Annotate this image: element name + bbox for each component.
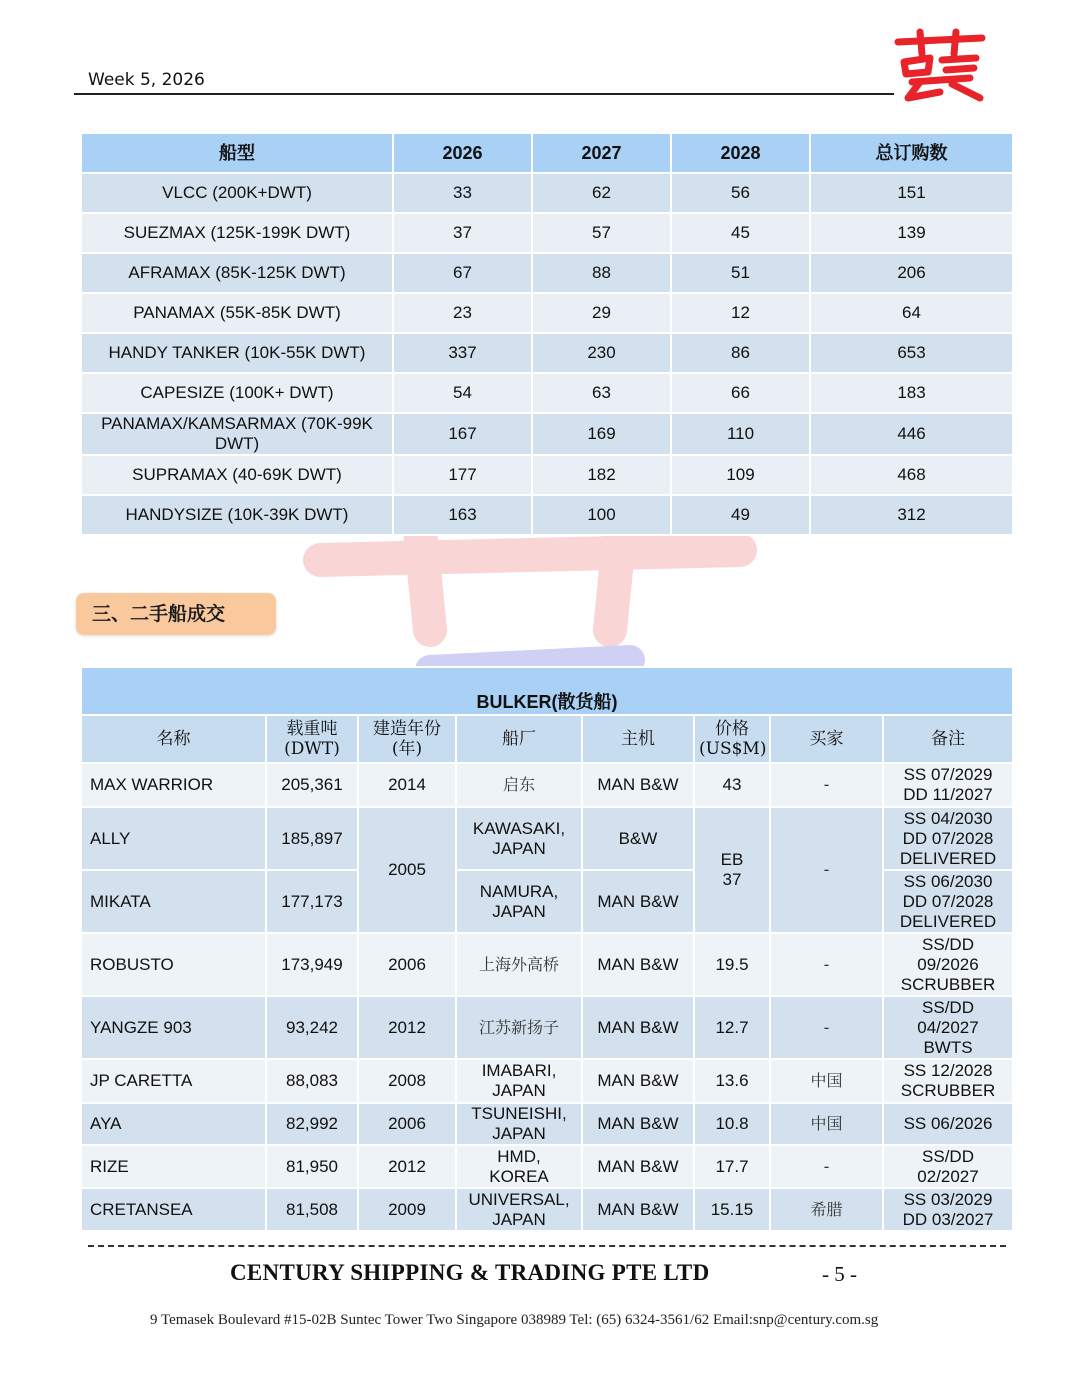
buyer-cell: 中国 — [770, 1059, 883, 1103]
remark-cell: SS/DD 02/2027 — [883, 1145, 1013, 1188]
table-row — [81, 1145, 1013, 1188]
price-cell: 12.7 — [694, 996, 770, 1059]
engine-cell: MAN B&W — [582, 1145, 694, 1188]
ship-type-cell: CAPESIZE (100K+ DWT) — [81, 373, 393, 413]
value-cell: 182 — [532, 455, 671, 495]
yard-cell: 江苏新扬子 — [456, 996, 582, 1059]
buyer-cell: - — [770, 996, 883, 1059]
value-cell: 23 — [393, 293, 532, 333]
price-cell: 15.15 — [694, 1188, 770, 1231]
total-cell: 183 — [810, 373, 1013, 413]
value-cell: 230 — [532, 333, 671, 373]
dwt-cell: 205,361 — [266, 763, 358, 807]
bulker-sales-table — [80, 666, 1014, 1232]
col-header-engine: 主机 — [582, 715, 694, 763]
remark-cell: SS 03/2029 DD 03/2027 — [883, 1188, 1013, 1231]
price-cell: 13.6 — [694, 1059, 770, 1103]
orderbook-header-row — [81, 133, 1013, 173]
buyer-cell: - — [770, 763, 883, 807]
section-heading-secondhand: 三、二手船成交 — [76, 593, 276, 635]
remark-cell: SS 04/2030 DD 07/2028 DELIVERED — [883, 807, 1013, 870]
year-cell: 2014 — [358, 763, 456, 807]
value-cell: 12 — [671, 293, 810, 333]
col-header-price: 价格 (US$M) — [694, 715, 770, 763]
col-header-yard: 船厂 — [456, 715, 582, 763]
value-cell: 109 — [671, 455, 810, 495]
remark-cell: SS 06/2026 — [883, 1103, 1013, 1145]
engine-cell: MAN B&W — [582, 996, 694, 1059]
value-cell: 66 — [671, 373, 810, 413]
company-logo-icon — [890, 28, 990, 102]
table-row — [81, 807, 1013, 870]
table-row — [81, 253, 1013, 293]
price-cell: 17.7 — [694, 1145, 770, 1188]
price-cell: EB 37 — [694, 807, 770, 933]
dwt-cell: 93,242 — [266, 996, 358, 1059]
dwt-cell: 177,173 — [266, 870, 358, 933]
dwt-cell: 82,992 — [266, 1103, 358, 1145]
table-row — [81, 333, 1013, 373]
buyer-cell: 希腊 — [770, 1188, 883, 1231]
remark-cell: SS 07/2029 DD 11/2027 — [883, 763, 1013, 807]
buyer-cell: - — [770, 807, 883, 933]
table-row — [81, 413, 1013, 455]
dwt-cell: 88,083 — [266, 1059, 358, 1103]
price-cell: 10.8 — [694, 1103, 770, 1145]
year-cell: 2006 — [358, 1103, 456, 1145]
engine-cell: MAN B&W — [582, 1103, 694, 1145]
total-cell: 446 — [810, 413, 1013, 455]
table-row — [81, 996, 1013, 1059]
yard-cell: TSUNEISHI, JAPAN — [456, 1103, 582, 1145]
value-cell: 62 — [532, 173, 671, 213]
year-cell: 2005 — [358, 807, 456, 933]
dwt-cell: 81,508 — [266, 1188, 358, 1231]
value-cell: 51 — [671, 253, 810, 293]
col-header-dwt: 载重吨 (DWT) — [266, 715, 358, 763]
buyer-cell: - — [770, 933, 883, 996]
yard-cell: KAWASAKI, JAPAN — [456, 807, 582, 870]
bulker-title: BULKER(散货船) — [81, 667, 1013, 715]
engine-cell: B&W — [582, 807, 694, 870]
remark-cell: SS 12/2028 SCRUBBER — [883, 1059, 1013, 1103]
dwt-cell: 81,950 — [266, 1145, 358, 1188]
remark-cell: SS 06/2030 DD 07/2028 DELIVERED — [883, 870, 1013, 933]
table-row — [81, 1059, 1013, 1103]
value-cell: 57 — [532, 213, 671, 253]
page-number: - 5 - — [822, 1262, 857, 1286]
header-divider — [74, 93, 894, 95]
dwt-cell: 173,949 — [266, 933, 358, 996]
bulker-header-row — [81, 715, 1013, 763]
table-row — [81, 213, 1013, 253]
total-cell: 64 — [810, 293, 1013, 333]
vessel-name: CRETANSEA — [81, 1188, 266, 1231]
total-cell: 653 — [810, 333, 1013, 373]
col-header-buyer: 买家 — [770, 715, 883, 763]
ship-type-cell: VLCC (200K+DWT) — [81, 173, 393, 213]
table-row — [81, 1188, 1013, 1231]
yard-cell: 上海外高桥 — [456, 933, 582, 996]
value-cell: 177 — [393, 455, 532, 495]
year-cell: 2006 — [358, 933, 456, 996]
buyer-cell: 中国 — [770, 1103, 883, 1145]
value-cell: 63 — [532, 373, 671, 413]
vessel-name: RIZE — [81, 1145, 266, 1188]
year-cell: 2012 — [358, 1145, 456, 1188]
total-cell: 468 — [810, 455, 1013, 495]
yard-cell: UNIVERSAL, JAPAN — [456, 1188, 582, 1231]
engine-cell: MAN B&W — [582, 1059, 694, 1103]
col-header-remark: 备注 — [883, 715, 1013, 763]
engine-cell: MAN B&W — [582, 870, 694, 933]
yard-cell: NAMURA, JAPAN — [456, 870, 582, 933]
remark-cell: SS/DD 09/2026 SCRUBBER — [883, 933, 1013, 996]
value-cell: 45 — [671, 213, 810, 253]
ship-type-cell: PANAMAX/KAMSARMAX (70K-99K DWT) — [81, 413, 393, 455]
table-row — [81, 763, 1013, 807]
value-cell: 110 — [671, 413, 810, 455]
ship-type-cell: SUPRAMAX (40-69K DWT) — [81, 455, 393, 495]
vessel-name: JP CARETTA — [81, 1059, 266, 1103]
value-cell: 337 — [393, 333, 532, 373]
engine-cell: MAN B&W — [582, 763, 694, 807]
yard-cell: HMD, KOREA — [456, 1145, 582, 1188]
table-row — [81, 373, 1013, 413]
table-row — [81, 173, 1013, 213]
price-cell: 43 — [694, 763, 770, 807]
value-cell: 49 — [671, 495, 810, 535]
price-cell: 19.5 — [694, 933, 770, 996]
total-cell: 312 — [810, 495, 1013, 535]
week-label: Week 5, 2026 — [88, 70, 205, 90]
bulker-title-row — [81, 667, 1013, 715]
table-row — [81, 495, 1013, 535]
col-header-year: 建造年份 (年) — [358, 715, 456, 763]
vessel-name: MAX WARRIOR — [81, 763, 266, 807]
value-cell: 163 — [393, 495, 532, 535]
col-header-name: 名称 — [81, 715, 266, 763]
dwt-cell: 185,897 — [266, 807, 358, 870]
total-cell: 206 — [810, 253, 1013, 293]
engine-cell: MAN B&W — [582, 933, 694, 996]
value-cell: 33 — [393, 173, 532, 213]
table-row — [81, 455, 1013, 495]
ship-type-cell: PANAMAX (55K-85K DWT) — [81, 293, 393, 333]
value-cell: 167 — [393, 413, 532, 455]
col-header-2027: 2027 — [532, 133, 671, 173]
vessel-name: YANGZE 903 — [81, 996, 266, 1059]
year-cell: 2012 — [358, 996, 456, 1059]
yard-cell: 启东 — [456, 763, 582, 807]
newbuild-orderbook-table — [80, 132, 1014, 536]
ship-type-cell: HANDY TANKER (10K-55K DWT) — [81, 333, 393, 373]
year-cell: 2008 — [358, 1059, 456, 1103]
value-cell: 86 — [671, 333, 810, 373]
vessel-name: ALLY — [81, 807, 266, 870]
value-cell: 56 — [671, 173, 810, 213]
ship-type-cell: AFRAMAX (85K-125K DWT) — [81, 253, 393, 293]
col-header-2028: 2028 — [671, 133, 810, 173]
total-cell: 151 — [810, 173, 1013, 213]
yard-cell: IMABARI, JAPAN — [456, 1059, 582, 1103]
table-row — [81, 1103, 1013, 1145]
value-cell: 37 — [393, 213, 532, 253]
value-cell: 169 — [532, 413, 671, 455]
footer-divider — [88, 1245, 1006, 1247]
col-header-ship-type: 船型 — [81, 133, 393, 173]
footer-company-name: CENTURY SHIPPING & TRADING PTE LTD — [230, 1260, 710, 1285]
value-cell: 100 — [532, 495, 671, 535]
value-cell: 88 — [532, 253, 671, 293]
total-cell: 139 — [810, 213, 1013, 253]
ship-type-cell: HANDYSIZE (10K-39K DWT) — [81, 495, 393, 535]
engine-cell: MAN B&W — [582, 1188, 694, 1231]
table-row — [81, 293, 1013, 333]
ship-type-cell: SUEZMAX (125K-199K DWT) — [81, 213, 393, 253]
remark-cell: SS/DD 04/2027 BWTS — [883, 996, 1013, 1059]
year-cell: 2009 — [358, 1188, 456, 1231]
value-cell: 54 — [393, 373, 532, 413]
vessel-name: MIKATA — [81, 870, 266, 933]
vessel-name: AYA — [81, 1103, 266, 1145]
col-header-total: 总订购数 — [810, 133, 1013, 173]
footer-address: 9 Temasek Boulevard #15-02B Suntec Tower Two Singapore 038989 Tel: (65) 6324-3561/62 Email:snp@century.com.sg — [150, 1312, 879, 1328]
col-header-2026: 2026 — [393, 133, 532, 173]
value-cell: 29 — [532, 293, 671, 333]
buyer-cell: - — [770, 1145, 883, 1188]
vessel-name: ROBUSTO — [81, 933, 266, 996]
value-cell: 67 — [393, 253, 532, 293]
table-row — [81, 933, 1013, 996]
